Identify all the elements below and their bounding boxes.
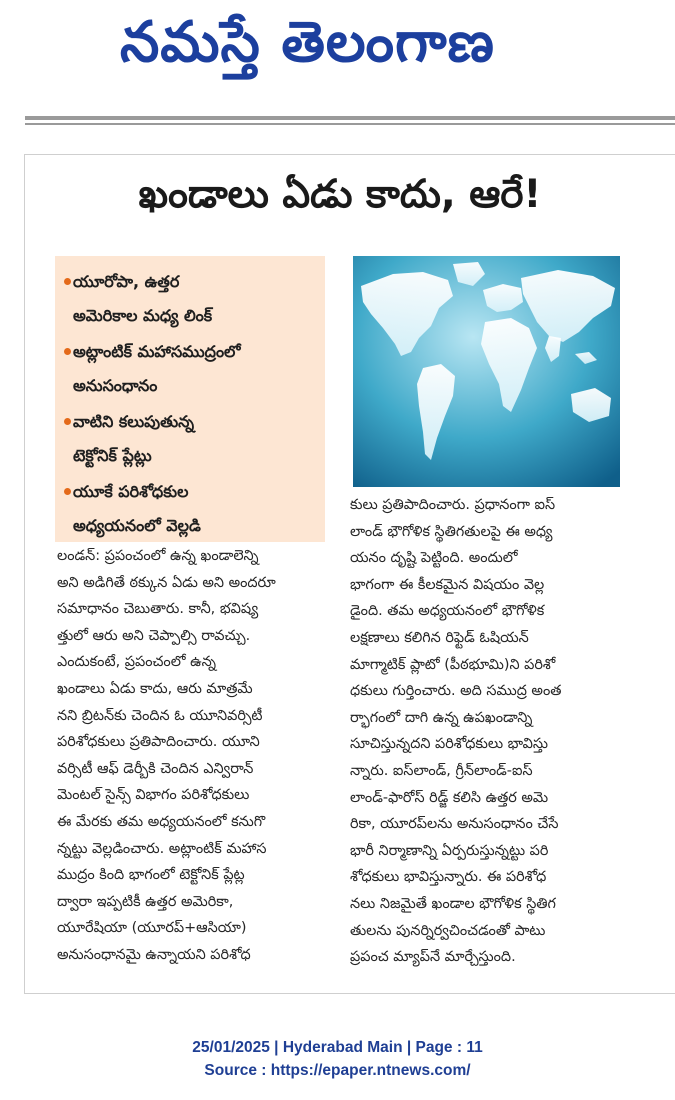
world-map-image xyxy=(353,256,620,487)
body-line: న్నారు. ఐస్‌లాండ్, గ్రీన్‌లాండ్-ఐస్ xyxy=(350,762,533,779)
highlight-line: టెక్టోనిక్ ప్లేట్లు xyxy=(73,446,152,465)
body-line: ఈ మేరకు తమ అధ్యయనంలో కనుగొ xyxy=(57,813,266,830)
body-line: కులు ప్రతిపాదించారు. ప్రధానంగా ఐస్ xyxy=(350,497,556,513)
article-headline: ఖండాలు ఏడు కాదు, ఆరే! xyxy=(138,172,542,217)
body-line: శోధకులు భావిస్తున్నారు. ఈ పరిశోధ xyxy=(350,869,547,886)
body-line: లాండ్-ఫారోస్ రిడ్జ్ కలిసి ఉత్తర అమె xyxy=(350,789,549,806)
body-line: డైంది. తమ అధ్యయనంలో భౌగోళిక xyxy=(350,603,545,620)
body-line: ముద్రం కింది భాగంలో టెక్టోనిక్ ప్లేట్ల xyxy=(57,867,245,884)
bullet-icon xyxy=(64,278,71,285)
masthead xyxy=(0,0,675,115)
body-line: లాండ్ భౌగోళిక స్థితిగతులపై ఈ అధ్య xyxy=(350,523,553,540)
body-line: నని బ్రిటన్‌కు చెందిన ఓ యూనివర్సిటీ xyxy=(57,707,263,724)
body-line: సమాధానం చెబుతారు. కానీ, భవిష్య xyxy=(57,601,259,618)
newspaper-logo: నమస్తే తెలంగాణ xyxy=(120,10,495,75)
highlight-line: వాటిని కలుపుతున్న xyxy=(73,412,195,431)
body-line: వర్సిటీ ఆఫ్ డెర్బీకి చెందిన ఎన్విరాన్ xyxy=(57,760,254,777)
highlight-line: యూకే పరిశోధకుల xyxy=(73,482,189,501)
body-line: ర్భాగంలో దాగి ఉన్న ఉపఖండాన్ని xyxy=(350,709,533,726)
body-line: లండన్: ప్రపంచంలో ఉన్న ఖండాలెన్ని xyxy=(57,548,259,564)
article-body-right-column xyxy=(350,492,625,971)
body-line: యనం దృష్టి పెట్టింది. అందులో xyxy=(350,550,518,567)
body-line: అని అడిగితే ఠక్కున ఏడు అని అందరూ xyxy=(57,574,276,591)
source-link[interactable]: Source : https://epaper.ntnews.com/ xyxy=(204,1062,471,1079)
body-line: మెంటల్ సైన్స్ విభాగం పరిశోధకులు xyxy=(57,787,250,804)
body-line: లక్షణాలు కలిగిన రిఫ్టెడ్ ఓషియన్ xyxy=(350,629,529,646)
body-line: ఎందుకంటే, ప్రపంచంలో ఉన్న xyxy=(57,654,216,671)
highlight-line: అధ్యయనంలో వెల్లడి xyxy=(73,516,201,535)
body-line: మాగ్మాటిక్ ప్లాటో (పీఠభూమి)ని పరిశో xyxy=(350,656,556,673)
body-line: త్తులో ఆరు అని చెప్పాల్సి రావచ్చు. xyxy=(57,627,251,644)
masthead-rule xyxy=(25,116,675,120)
body-line: ప్రపంచ మ్యాప్‌నే మార్చేస్తుంది. xyxy=(350,949,516,966)
body-line: ధకులు గుర్తించారు. అది సముద్ర అంత xyxy=(350,683,562,700)
world-map-graphic xyxy=(353,256,620,487)
bullet-icon xyxy=(64,488,71,495)
body-line: ద్వారా ఇప్పటికీ ఉత్తర అమెరికా, xyxy=(57,893,234,910)
highlights-box xyxy=(55,256,325,542)
edition-info: 25/01/2025 | Hyderabad Main | Page : 11 xyxy=(192,1039,483,1056)
body-line: సూచిస్తున్నదని పరిశోధకులు భావిస్తు xyxy=(350,736,548,753)
body-line: ఖండాలు ఏడు కాదు, ఆరు మాత్రమే xyxy=(57,680,253,697)
page-footer xyxy=(0,1036,675,1082)
highlight-line: అనుసంధానం xyxy=(73,376,158,395)
body-line: న్నట్టు వెల్లడించారు. అట్లాంటిక్ మహాస xyxy=(57,840,267,857)
body-line: నలు నిజమైతే ఖండాల భౌగోళిక స్థితిగ xyxy=(350,895,556,912)
body-line: భాగంగా ఈ కీలకమైన విషయం వెల్ల xyxy=(350,576,545,593)
body-line: తులను పునర్నిర్వచించడంతో పాటు xyxy=(350,922,546,939)
body-line: పరిశోధకులు ప్రతిపాదించారు. యూని xyxy=(57,734,260,751)
highlight-line: యూరోపా, ఉత్తర xyxy=(73,272,180,291)
body-line: అనుసంధానమై ఉన్నాయని పరిశోధ xyxy=(57,946,251,963)
body-line: యూరేషియా (యూరప్+ఆసియా) xyxy=(57,920,247,937)
masthead-rule-thin xyxy=(25,123,675,125)
bullet-icon xyxy=(64,348,71,355)
body-line: రికా, యూరప్‌లను అనుసంధానం చేసే xyxy=(350,816,559,833)
highlight-line: అట్లాంటిక్ మహాసముద్రంలో xyxy=(73,342,241,361)
article-body-left-column xyxy=(57,543,332,969)
body-line: భారీ నిర్మాణాన్ని ఏర్పరుస్తున్నట్టు పరి xyxy=(350,842,549,859)
highlight-line: అమెరికాల మధ్య లింక్ xyxy=(73,306,213,325)
bullet-icon xyxy=(64,418,71,425)
